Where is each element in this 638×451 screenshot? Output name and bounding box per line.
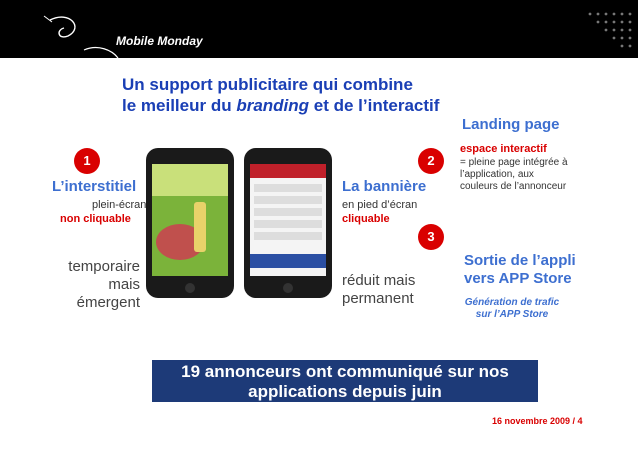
marker-3: 3 <box>418 224 444 250</box>
iphones-illustration <box>140 146 340 300</box>
interstitiel-title: L’interstitiel <box>52 178 137 195</box>
sortie-title <box>464 252 576 288</box>
marker-2: 2 <box>418 148 444 174</box>
landing-title: Landing page <box>462 116 560 133</box>
banniere-desc <box>342 272 415 308</box>
title-line-2-italic: branding <box>236 96 310 115</box>
interstitiel-desc-line-3: émergent <box>76 294 140 311</box>
sortie-note-line-2: sur l’APP Store <box>475 309 549 320</box>
footer-text <box>152 362 538 402</box>
title-line-2 <box>122 95 439 116</box>
banniere-sub: en pied d’écran <box>342 199 418 211</box>
banniere-desc-line-1: réduit mais <box>342 272 416 289</box>
marker-1: 1 <box>74 148 100 174</box>
interstitiel-desc-line-2: mais <box>108 276 140 293</box>
interstitiel-note: non cliquable <box>60 213 131 225</box>
landing-desc-line-3: couleurs de l’annonceur <box>460 181 567 192</box>
landing-desc <box>460 157 568 193</box>
sortie-note <box>462 297 562 321</box>
sortie-title-line-1: Sortie de l’appli <box>464 252 576 269</box>
interstitiel-sub: plein-écran <box>92 199 147 211</box>
sortie-title-line-2: vers APP Store <box>464 270 572 287</box>
landing-desc-line-1: = pleine page intégrée à <box>460 157 568 168</box>
header-band <box>0 0 638 58</box>
slide-date-page: 16 novembre 2009 / 4 <box>492 416 583 426</box>
swirl-ornament-icon <box>40 10 120 58</box>
header-tag: Mobile Monday <box>116 34 203 48</box>
title-line-2-suffix: et de l’interactif <box>309 96 440 115</box>
footer-line-2: applications depuis juin <box>248 382 442 401</box>
title-line-1: Un support publicitaire qui combine <box>122 75 413 94</box>
landing-desc-line-2: l’application, aux <box>460 169 534 180</box>
banniere-desc-line-2: permanent <box>342 290 414 307</box>
interstitiel-desc <box>64 258 140 312</box>
title-line-2-prefix: le meilleur du <box>122 96 237 115</box>
banniere-title: La bannière <box>342 178 427 195</box>
sortie-note-line-1: Génération de trafic <box>464 297 560 308</box>
slide-title <box>122 74 439 116</box>
landing-note: espace interactif <box>460 143 547 155</box>
banniere-note: cliquable <box>342 213 390 225</box>
dot-pattern-icon <box>560 4 638 58</box>
footer-line-1: 19 annonceurs ont communiqué sur nos <box>181 362 509 381</box>
interstitiel-desc-line-1: temporaire <box>68 258 140 275</box>
